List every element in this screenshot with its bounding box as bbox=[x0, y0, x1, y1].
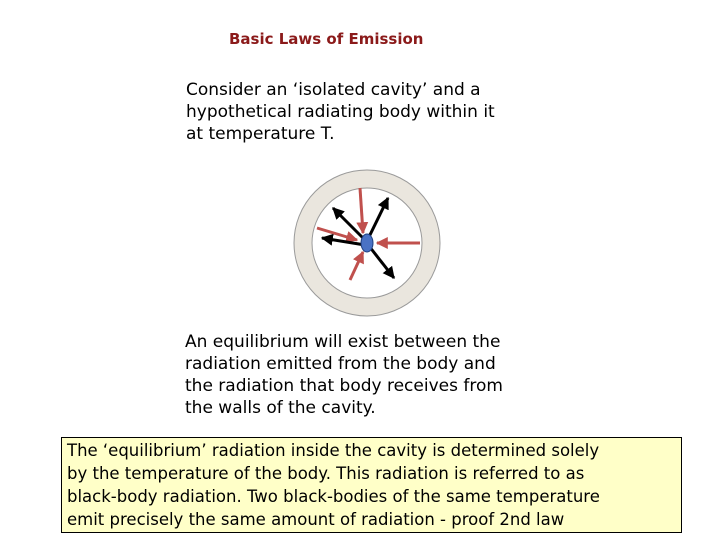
slide-title: Basic Laws of Emission bbox=[229, 30, 424, 48]
equilibrium-line: the radiation that body receives from bbox=[185, 376, 503, 396]
intro-text bbox=[186, 79, 586, 145]
callout-line: by the temperature of the body. This radiation is referred to as bbox=[67, 464, 585, 483]
blackbody-callout-box bbox=[61, 437, 682, 533]
equilibrium-text bbox=[185, 331, 605, 419]
cavity-diagram bbox=[292, 168, 442, 318]
intro-line: Consider an ‘isolated cavity’ and a bbox=[186, 80, 481, 100]
radiating-body bbox=[361, 234, 373, 252]
equilibrium-line: the walls of the cavity. bbox=[185, 398, 376, 418]
intro-line: hypothetical radiating body within it bbox=[186, 102, 495, 122]
equilibrium-line: radiation emitted from the body and bbox=[185, 354, 496, 374]
intro-line: at temperature T. bbox=[186, 124, 335, 144]
equilibrium-line: An equilibrium will exist between the bbox=[185, 332, 501, 352]
callout-line: black-body radiation. Two black-bodies of the same temperature bbox=[67, 487, 600, 506]
callout-line: emit precisely the same amount of radiation - proof 2nd law bbox=[67, 510, 565, 529]
callout-line: The ‘equilibrium’ radiation inside the cavity is determined solely bbox=[67, 441, 600, 460]
